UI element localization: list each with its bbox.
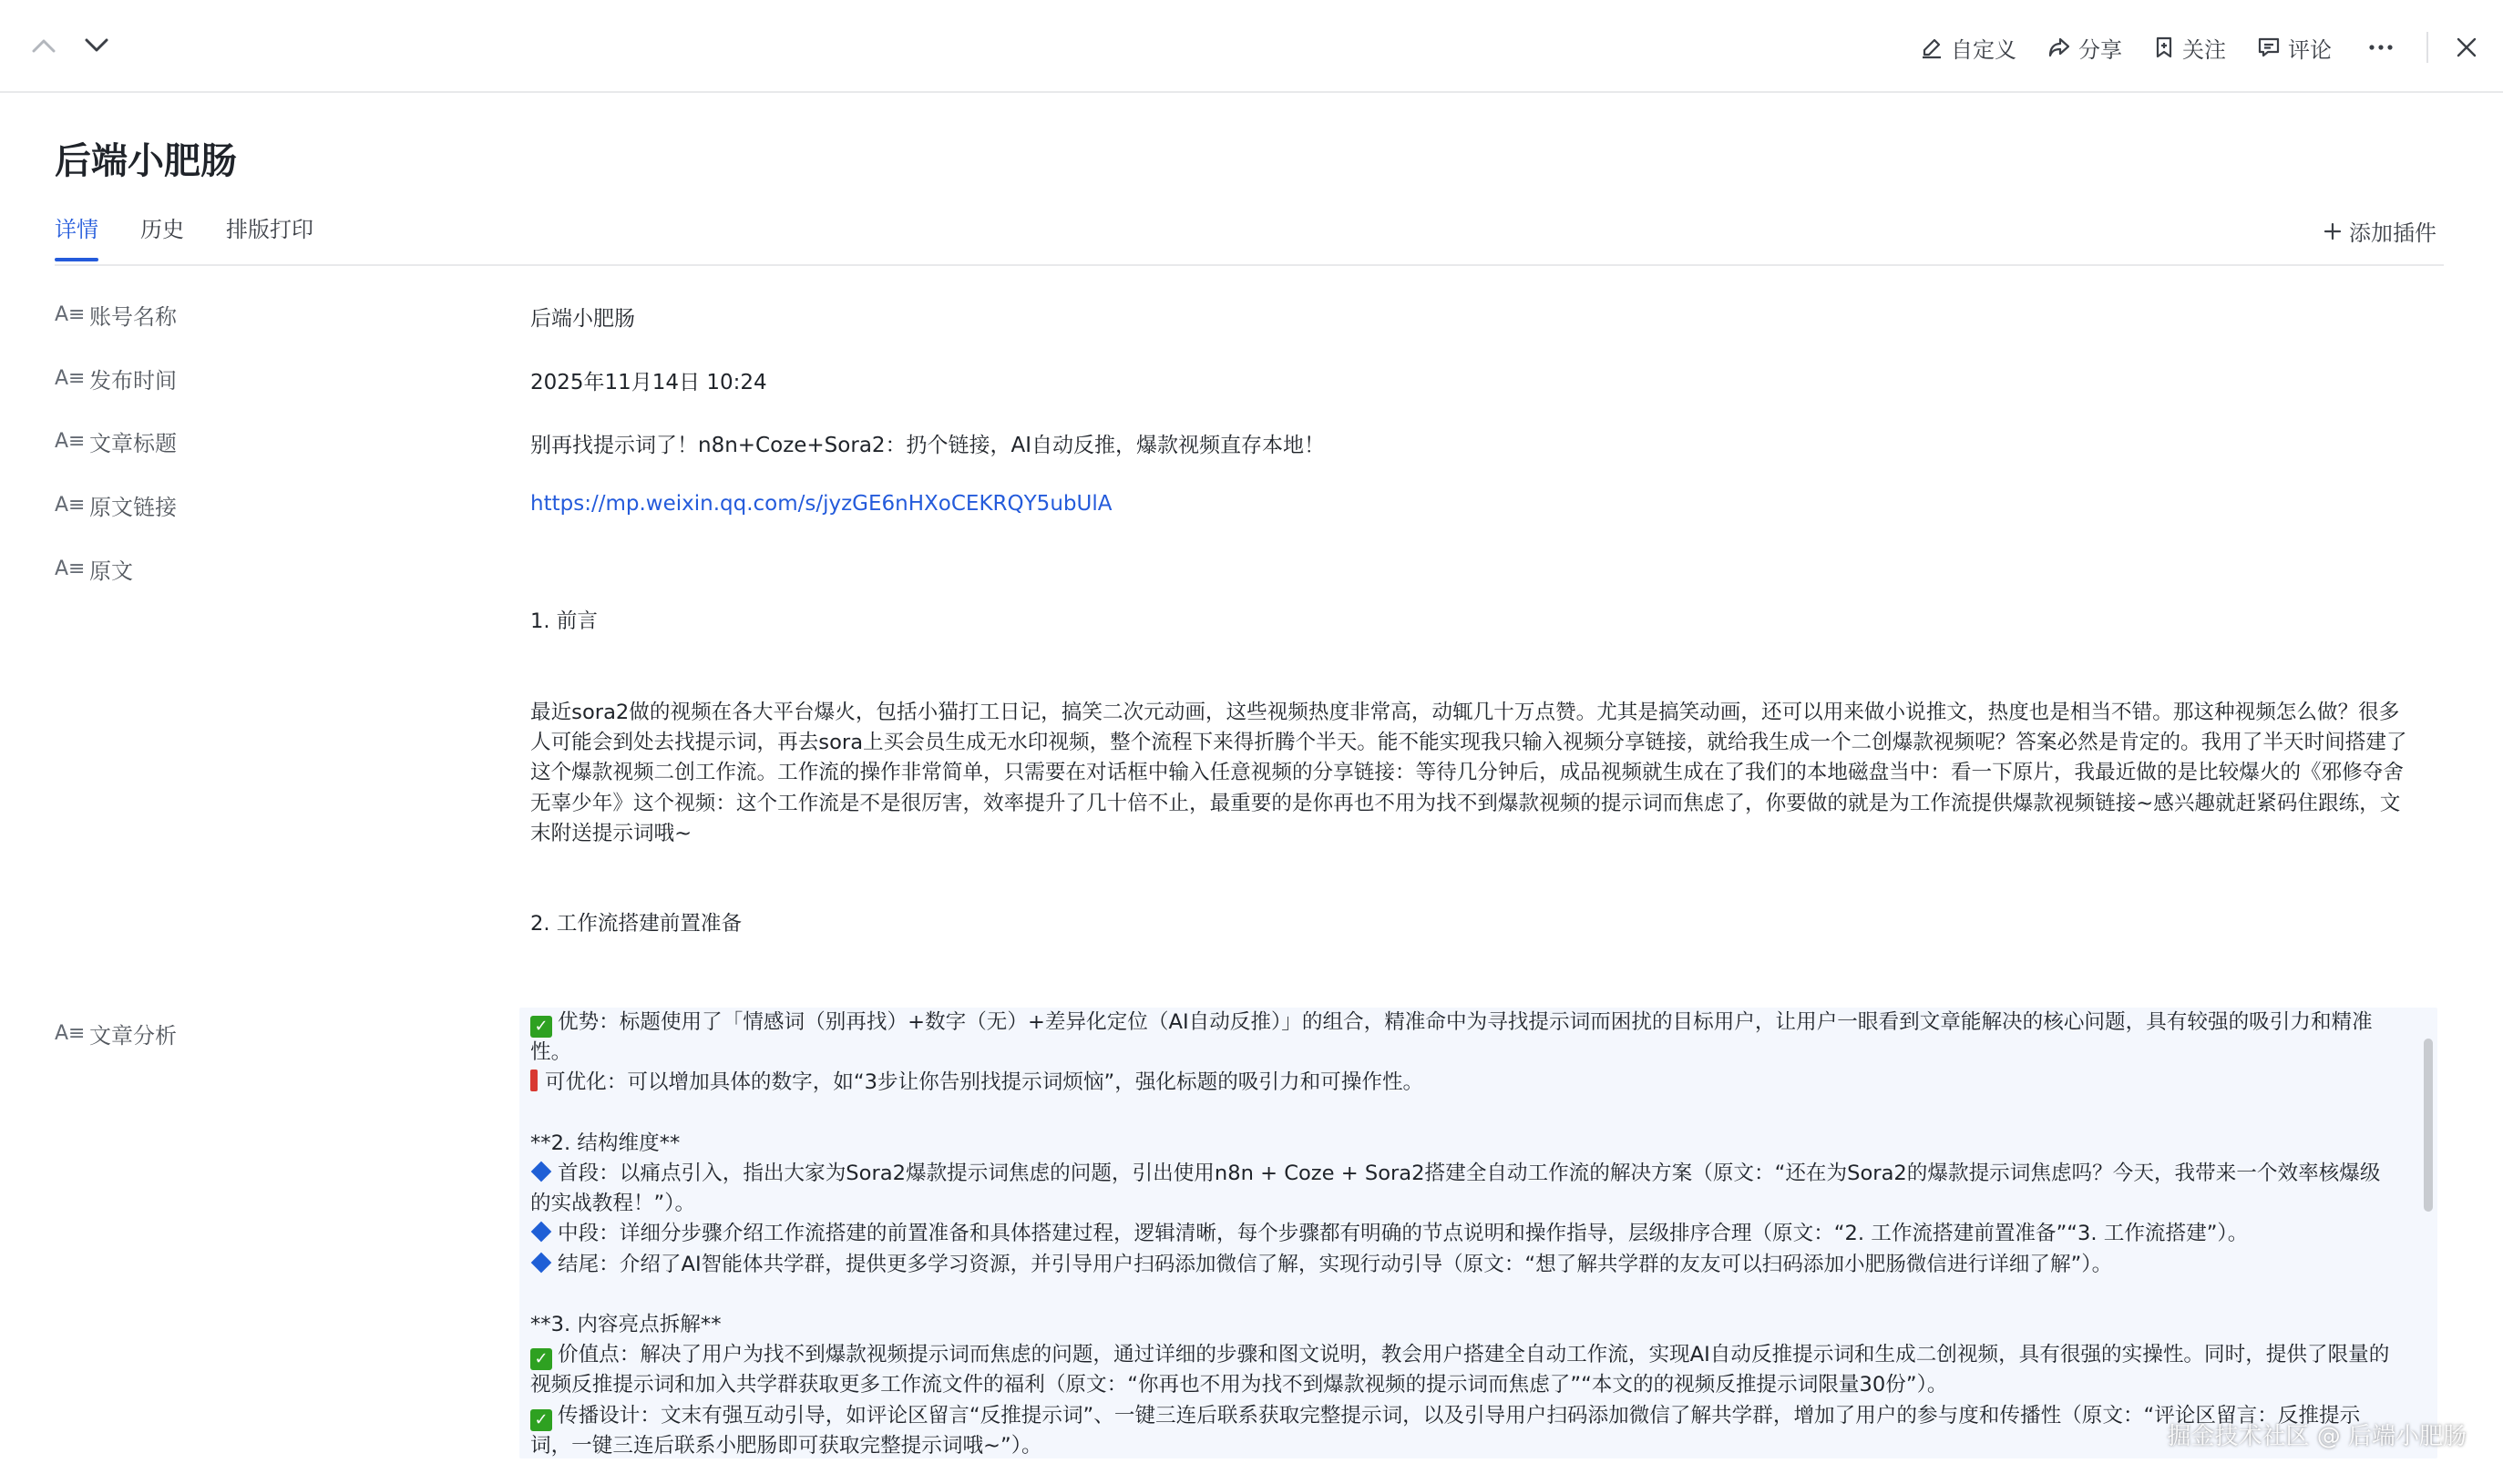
bookmark-icon	[2153, 36, 2175, 59]
chevron-up-icon[interactable]	[27, 29, 60, 62]
field-label-publish-time	[55, 363, 177, 394]
analysis-text-span: 可优化：可以增加具体的数字，如“3步让你告别找提示词烦恼”，强化标题的吸引力和可操作性。	[545, 1070, 1424, 1095]
analysis-text-span: 结尾：介绍了AI智能体共学群，提供更多学习资源，并引导用户扫码添加微信了解，实现行动引导（原文：“想了解共学群的友友可以扫码添加小肥肠微信进行详细了解”）。	[558, 1252, 2113, 1276]
close-icon[interactable]	[2448, 29, 2485, 66]
analysis-text-span: 中段：详细分步骤介绍工作流搭建的前置准备和具体搭建过程，逻辑清晰，每个步骤都有明确的节点说明和操作指导，层级排序合理（原文：“2. 工作流搭建前置准备”“3. 工作流搭建”）。	[558, 1222, 2249, 1246]
field-value-analysis[interactable]	[519, 1008, 2437, 1458]
blue-diamond-icon	[531, 1222, 552, 1243]
tab-details[interactable]: 详情	[55, 211, 98, 261]
record-navigation	[27, 29, 113, 62]
header-actions	[1920, 26, 2503, 69]
add-plugin-label: 添加插件	[2349, 220, 2436, 246]
more-icon[interactable]	[2363, 29, 2399, 66]
blue-diamond-icon	[531, 1252, 552, 1273]
field-label-text: 发布时间	[89, 368, 177, 394]
analysis-line	[530, 1159, 2401, 1219]
check-icon: ✓	[530, 1409, 552, 1431]
text-field-icon: A≡	[55, 558, 86, 580]
text-field-icon: A≡	[55, 430, 86, 453]
comment-label: 评论	[2288, 36, 2332, 63]
analysis-blank-line	[530, 1280, 2401, 1310]
exclamation-icon	[530, 1070, 538, 1091]
tabs-divider	[55, 264, 2444, 266]
tab-history[interactable]: 历史	[140, 217, 184, 242]
follow-button[interactable]	[2153, 32, 2226, 64]
top-toolbar	[0, 0, 2503, 93]
analysis-text-span: 首段：以痛点引入，指出大家为Sora2爆款提示词焦虑的问题，引出使用n8n + Coze + Sora2搭建全自动工作流的解决方案（原文：“还在为Sora2的爆款提示词焦虑吗？今天，我带来一个效率核爆级的实战教程！”）。	[530, 1162, 2381, 1216]
analysis-line	[530, 1068, 2401, 1098]
blue-diamond-icon	[531, 1162, 552, 1182]
field-label-original-link	[55, 489, 177, 521]
field-value-account[interactable]: 后端小肥肠	[530, 307, 635, 331]
check-icon: ✓	[530, 1348, 552, 1370]
share-label: 分享	[2078, 36, 2122, 63]
analysis-text-span: 价值点：解决了用户为找不到爆款视频提示词而焦虑的问题，通过详细的步骤和图文说明，教会用户搭建全自动工作流，实现AI自动反推提示词和生成二创视频，具有很强的实操性。同时，提供了限量的视频反推提示词和加入共学群获取更多工作流文件的福利（原文：“你再也不用为找不到爆款视频的提示词而焦虑了”“本文的的视频反推提示词限量30份”）。	[530, 1343, 2390, 1397]
analysis-line	[530, 1250, 2401, 1280]
analysis-scrollbar[interactable]	[2424, 1039, 2433, 1212]
field-label-text: 原文链接	[89, 495, 177, 520]
analysis-line	[530, 1008, 2401, 1068]
text-field-icon: A≡	[55, 494, 86, 517]
comment-button[interactable]	[2257, 32, 2332, 64]
field-label-text: 文章标题	[89, 431, 177, 456]
analysis-blank-line	[530, 1099, 2401, 1129]
analysis-text-span: 优势：标题使用了「情感词（别再找）+数字（无）+差异化定位（AI自动反推）」的组合，精准命中为寻找提示词而困扰的目标用户，让用户一眼看到文章能解决的核心问题，具有较强的吸引力和精准性。	[530, 1010, 2373, 1065]
tab-bar	[55, 211, 313, 261]
field-value-original-text[interactable]	[530, 547, 2407, 995]
watermark: 掘金技术社区 @ 后端小肥肠	[2167, 1423, 2467, 1450]
share-icon	[2047, 36, 2071, 59]
field-label-text: 原文	[89, 558, 133, 584]
article-line: 最近sora2做的视频在各大平台爆火，包括小猫打工日记，搞笑二次元动画，这些视频热度非常高，动辄几十万点赞。尤其是搞笑动画，还可以用来做小说推文，热度也是相当不错。那这种视频怎么做？很多人可能会到处去找提示词，再去sora上买会员生成无水印视频，整个流程下来得折腾个半天。能不能实现我只输入视频分享链接，就给我生成一个二创爆款视频呢？答案必然是肯定的。我用了半天时间搭建了这个爆款视频二创工作流。工作流的操作非常简单，只需要在对话框中输入任意视频的分享链接：等待几分钟后，成品视频就生成在了我们的本地磁盘当中：看一下原片，我最近做的是比较爆火的《邪修夺舍无辜少年》这个视频：这个工作流是不是很厉害，效率提升了几十倍不止，最重要的是你再也不用为找不到爆款视频的提示词而焦虑了，你要做的就是为工作流提供爆款视频链接~感兴趣就赶紧码住跟练，文末附送提示词哦~	[530, 701, 2407, 845]
article-line: 1. 前言	[530, 609, 598, 634]
analysis-line	[530, 1401, 2401, 1458]
text-field-icon: A≡	[55, 367, 86, 390]
analysis-text-span: 传播设计：文末有强互动引导，如评论区留言“反推提示词”、一键三连后联系获取完整提示词，以及引导用户扫码添加微信了解共学群，增加了用户的参与度和传播性（原文：“评论区留言：反推提示词，一键三连后联系小肥肠即可获取完整提示词哦~”）。	[530, 1403, 2361, 1458]
text-field-icon: A≡	[55, 1022, 86, 1045]
page-title: 后端小肥肠	[55, 140, 237, 182]
follow-label: 关注	[2182, 36, 2226, 63]
chevron-down-icon[interactable]	[80, 29, 113, 62]
field-value-original-link[interactable]: https://mp.weixin.qq.com/s/jyzGE6nHXoCEKRQY5ubUlA	[530, 492, 1113, 516]
divider	[2426, 32, 2428, 63]
customize-label: 自定义	[1951, 36, 2016, 63]
field-value-publish-time[interactable]: 2025年11月14日 10:24	[530, 371, 767, 394]
analysis-line: **2. 结构维度**	[530, 1131, 681, 1155]
text-field-icon: A≡	[55, 303, 86, 326]
field-label-account	[55, 299, 177, 331]
analysis-line: **3. 内容亮点拆解**	[530, 1313, 722, 1336]
analysis-line	[530, 1219, 2401, 1249]
comment-icon	[2257, 36, 2281, 59]
field-label-analysis	[55, 1018, 177, 1049]
field-label-article-title	[55, 425, 177, 457]
share-button[interactable]	[2047, 32, 2122, 64]
field-value-article-title[interactable]: 别再找提示词了！n8n+Coze+Sora2：扔个链接，AI自动反推，爆款视频直存本地！	[530, 434, 1326, 457]
article-line: 2. 工作流搭建前置准备	[530, 912, 743, 936]
edit-icon	[1920, 36, 1944, 59]
customize-button[interactable]	[1920, 32, 2016, 64]
check-icon: ✓	[530, 1016, 552, 1038]
tab-print-layout[interactable]: 排版打印	[226, 217, 313, 242]
field-label-original-text	[55, 553, 133, 585]
field-label-text: 账号名称	[89, 304, 177, 330]
plus-icon	[2323, 222, 2342, 241]
field-label-text: 文章分析	[89, 1023, 177, 1049]
analysis-line	[530, 1340, 2401, 1400]
add-plugin-button[interactable]	[2323, 215, 2436, 247]
